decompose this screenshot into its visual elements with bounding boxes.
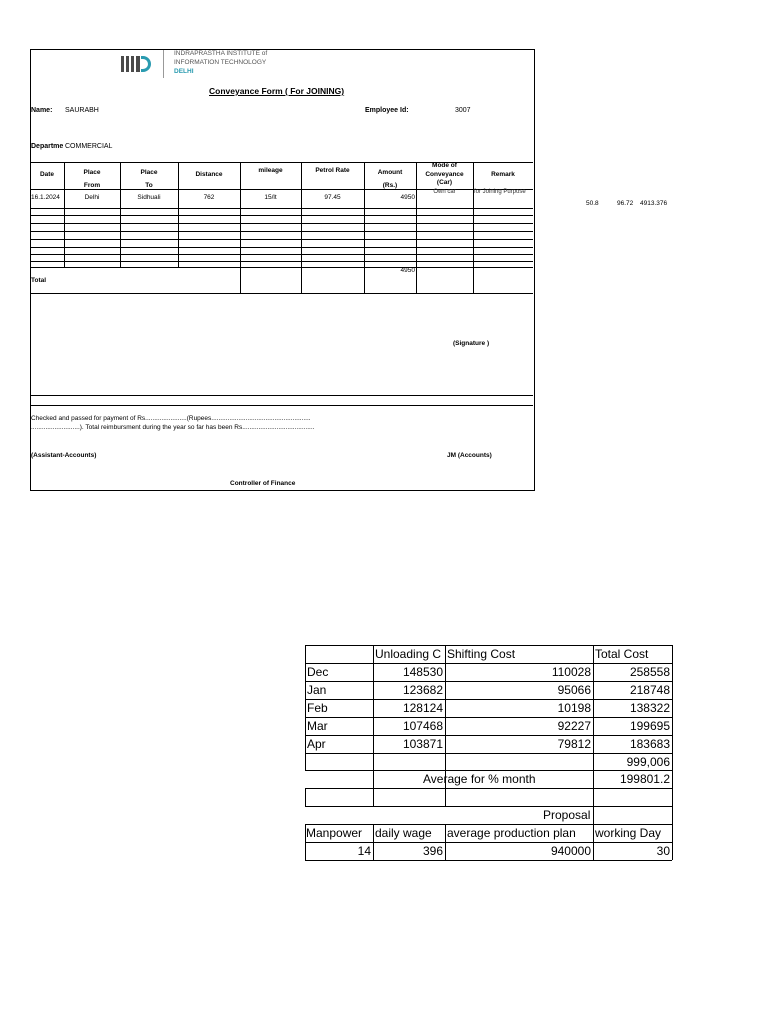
row-distance: 762 (203, 194, 215, 201)
sheet-shifting: 79812 (557, 737, 591, 751)
header-place-from: Place From (83, 169, 101, 189)
name-label: Name: (31, 107, 53, 114)
sheet-total: 183683 (629, 737, 670, 751)
header-mode: Mode of Conveyance (Car) (425, 162, 464, 186)
header-distance: Distance (195, 171, 223, 178)
total-label: Total (31, 277, 47, 284)
sheet-month: Jan (307, 683, 327, 697)
proposal-production: 940000 (550, 844, 591, 858)
proposal-header-manpower: Manpower (306, 826, 363, 840)
department-label: Departme (31, 143, 64, 150)
sheet-unloading: 107468 (402, 719, 443, 733)
form-title: Conveyance Form ( For JOINING) (209, 86, 345, 96)
department-value: COMMERCIAL (65, 143, 113, 150)
header-place-to: Place To (140, 169, 158, 189)
employee-id-value: 3007 (455, 107, 471, 114)
proposal-header-working-day: working Day (595, 826, 662, 840)
header-mileage: mileage (258, 167, 283, 174)
checked-line-1: Checked and passed for payment of Rs.......................(Rupees....................................................... (31, 415, 311, 422)
logo-line-3: DELHI (174, 68, 194, 75)
name-value: SAURABH (65, 107, 99, 114)
sheet-unloading: 123682 (402, 683, 443, 697)
row-remark: for Joining Purpose (474, 189, 526, 195)
sheet-header-unloading: Unloading C (375, 647, 442, 661)
sheet-shifting: 10198 (557, 701, 591, 715)
row-place-to: Sidhuali (137, 194, 161, 201)
row-petrol-rate: 97.45 (324, 194, 341, 201)
checked-line-2: ...........................). Total reimbursment during the year so far has been Rs........................................ (31, 424, 315, 431)
assistant-accounts: (Assistant-Accounts) (31, 452, 97, 459)
signature-label: (Signature ) (453, 340, 490, 347)
sheet-average-label: Average for % month (423, 772, 536, 786)
proposal-manpower: 14 (357, 844, 371, 858)
proposal-working-day: 30 (656, 844, 670, 858)
jm-accounts: JM (Accounts) (447, 452, 492, 459)
total-amount: 4950 (400, 267, 415, 274)
row-mode: Own car (433, 189, 456, 195)
row-mileage: 15/lt (264, 194, 277, 201)
controller-finance: Controller of Finance (230, 480, 296, 487)
sheet-total: 258558 (629, 665, 670, 679)
sheet-shifting: 95066 (557, 683, 591, 697)
logo-line-1: INDRAPRASTHA INSTITUTE of (174, 50, 268, 57)
proposal-daily-wage: 396 (422, 844, 443, 858)
sheet-unloading: 128124 (402, 701, 443, 715)
header-amount: Amount (Rs.) (377, 169, 403, 189)
sheet-month: Feb (307, 701, 328, 715)
sheet-unloading: 103871 (402, 737, 443, 751)
sheet-total: 218748 (629, 683, 670, 697)
sheet-month: Dec (307, 665, 329, 679)
proposal-header-production: average production plan (447, 826, 576, 840)
header-remark: Remark (491, 171, 515, 178)
sheet-month: Apr (307, 737, 326, 751)
row-place-from: Delhi (84, 194, 100, 201)
header-petrol-rate: Petrol Rate (315, 167, 350, 174)
header-date: Date (39, 171, 55, 178)
sheet-proposal-label: Proposal (543, 808, 591, 822)
sheet-shifting: 110028 (551, 665, 591, 679)
sheet-header-total: Total Cost (595, 647, 649, 661)
sheet-total: 199695 (629, 719, 670, 733)
sheet-unloading: 148530 (402, 665, 443, 679)
sheet-average-value: 199801.2 (619, 772, 670, 786)
sheet-header-shifting: Shifting Cost (447, 647, 516, 661)
side-value-c: 4913.376 (640, 200, 668, 207)
logo-line-2: INFORMATION TECHNOLOGY (174, 59, 267, 66)
sheet-shifting: 92227 (557, 719, 591, 733)
row-amount: 4950 (400, 194, 415, 201)
sheet-total: 138322 (629, 701, 670, 715)
sheet-sum-total: 999,006 (626, 755, 670, 769)
proposal-header-daily-wage: daily wage (375, 826, 432, 840)
employee-id-label: Employee Id: (365, 107, 409, 114)
sheet-month: Mar (307, 719, 328, 733)
side-value-b: 96.72 (617, 200, 634, 207)
side-value-a: 50.8 (586, 200, 599, 207)
row-date: 16.1.2024 (31, 194, 60, 201)
